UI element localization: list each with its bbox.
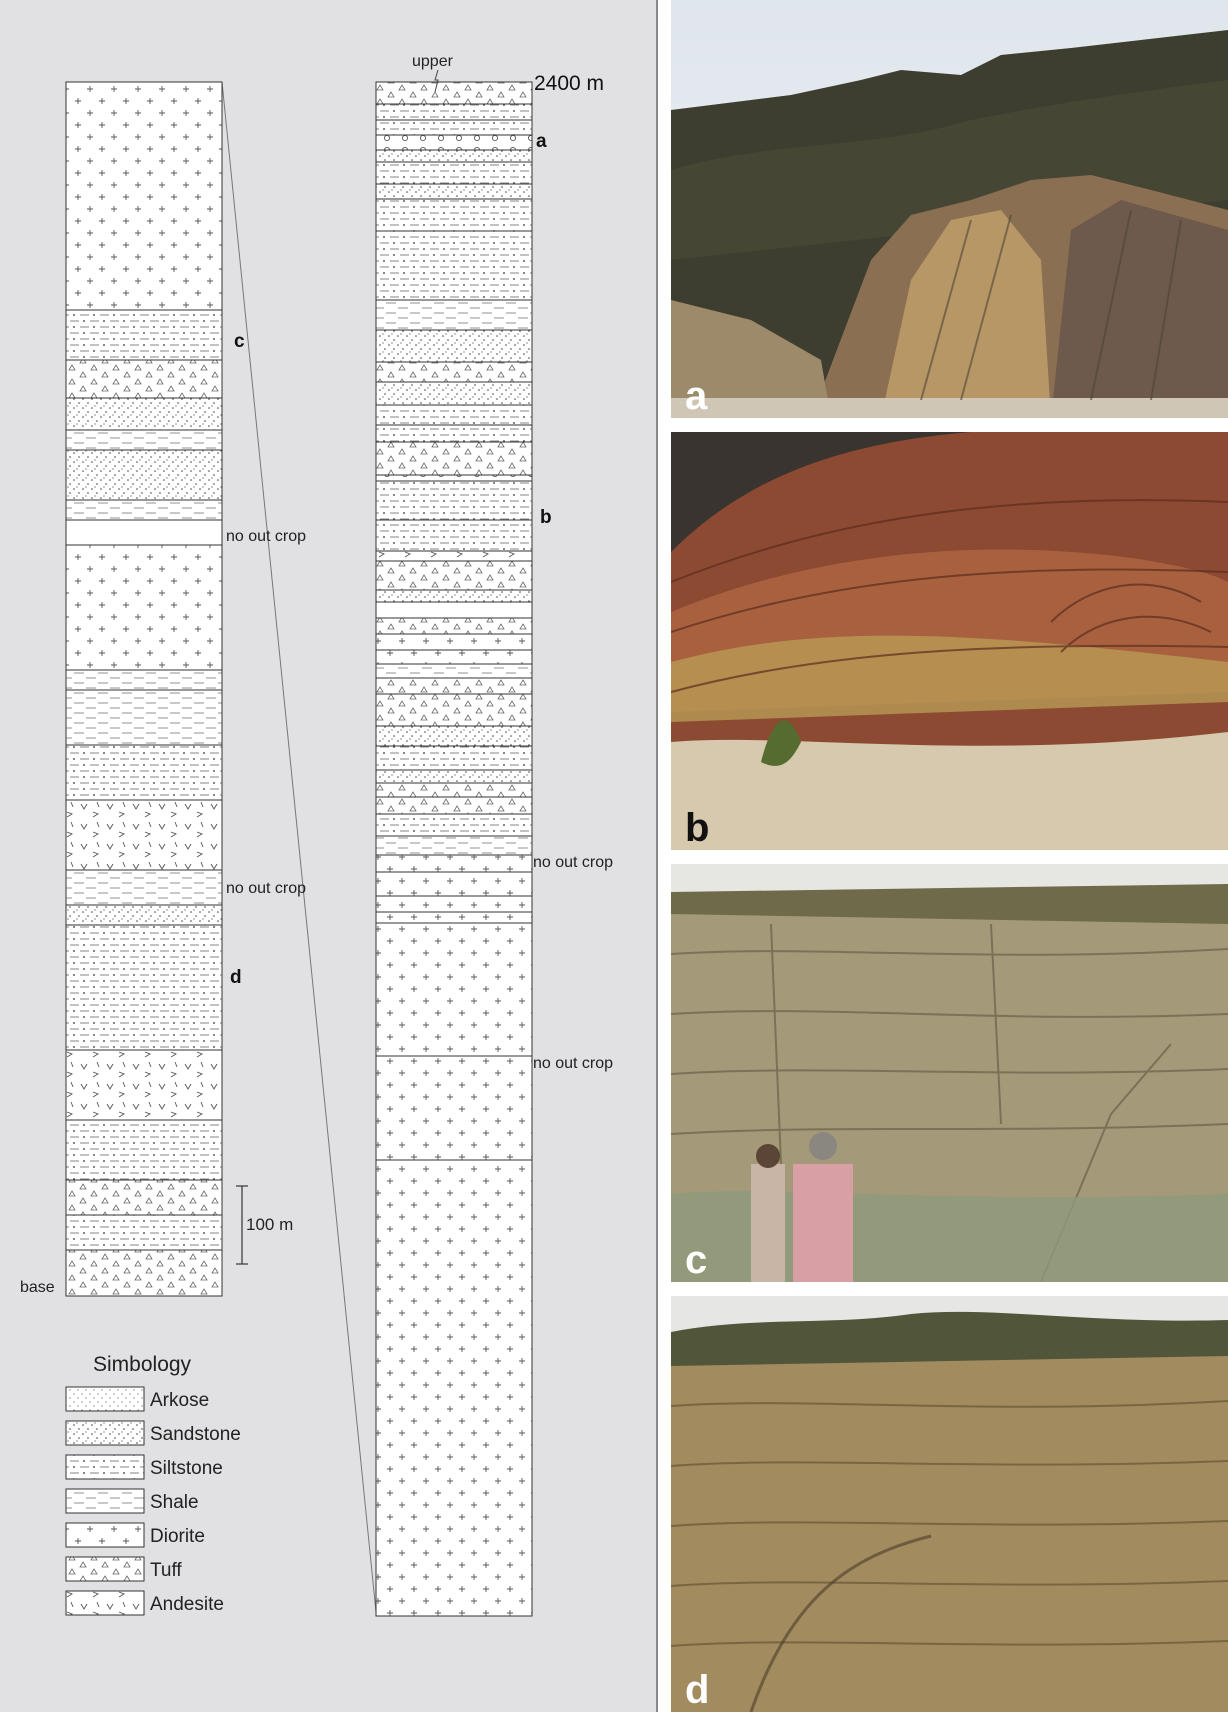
no-outcrop-label-1: no out crop <box>226 528 307 545</box>
legend <box>66 1387 241 1615</box>
layer-siltstone <box>376 481 532 520</box>
layer-blank <box>66 520 222 545</box>
legend-swatch-diorite <box>66 1523 144 1547</box>
layer-andesite <box>66 1050 222 1120</box>
layer-siltstone <box>66 745 222 800</box>
correlation-line-top <box>222 82 376 1612</box>
photo-a-label: a <box>685 374 708 418</box>
layer-blank <box>376 602 532 618</box>
layer-siltstone <box>376 199 532 231</box>
legend-label-diorite: Diorite <box>150 1526 205 1547</box>
layer-tuff <box>376 82 532 104</box>
layer-shale <box>66 500 222 520</box>
scale-bar-label: 100 m <box>246 1215 294 1234</box>
layer-andesite <box>376 551 532 561</box>
layer-diorite <box>376 923 532 1056</box>
layer-diorite <box>376 650 532 664</box>
marker-b: b <box>540 507 552 528</box>
layer-tuff <box>376 694 532 726</box>
layer-tuff <box>376 797 532 814</box>
legend-label-siltstone: Siltstone <box>150 1458 223 1479</box>
layer-siltstone <box>376 814 532 836</box>
no-outcrop-label-3: no out crop <box>533 854 614 871</box>
photo-d-label: d <box>685 1668 710 1712</box>
layer-diorite <box>66 82 222 310</box>
layer-sandstone <box>66 398 222 430</box>
photo-c-label: c <box>685 1238 708 1282</box>
upper-label: upper <box>412 53 453 70</box>
layer-tuff <box>376 442 532 475</box>
layer-sandstone <box>66 450 222 500</box>
photo-c-image <box>671 864 1228 1282</box>
layer-tuff <box>376 561 532 590</box>
layer-tuff <box>66 1180 222 1215</box>
legend-swatch-shale <box>66 1489 144 1513</box>
layer-siltstone <box>376 405 532 425</box>
layer-tuff <box>376 362 532 382</box>
layer-siltstone <box>376 120 532 135</box>
layer-diorite <box>376 1056 532 1160</box>
layer-shale <box>66 870 222 905</box>
legend-swatch-sandstone <box>66 1421 144 1445</box>
layer-diorite <box>66 545 222 670</box>
layer-shale <box>376 836 532 855</box>
layer-siltstone <box>66 310 222 360</box>
layer-siltstone <box>376 746 532 770</box>
photo-a <box>671 0 1228 418</box>
layer-sandstone <box>376 330 532 362</box>
layer-shale <box>376 300 532 330</box>
layer-diorite <box>376 1160 532 1616</box>
layer-tuff <box>376 783 532 797</box>
legend-label-sandstone: Sandstone <box>150 1424 241 1445</box>
layer-siltstone <box>376 425 532 442</box>
layer-pebble <box>376 135 532 150</box>
layer-tuff <box>66 360 222 398</box>
layer-andesite <box>66 800 222 870</box>
layer-siltstone <box>376 520 532 551</box>
layer-shale <box>66 670 222 690</box>
photo-d-image <box>671 1296 1228 1712</box>
layer-siltstone <box>376 104 532 120</box>
legend-label-tuff: Tuff <box>150 1560 182 1581</box>
marker-a: a <box>536 131 547 152</box>
layer-diorite <box>376 912 532 923</box>
layer-sandstone <box>376 726 532 746</box>
layer-siltstone <box>66 925 222 1050</box>
no-outcrop-label-2: no out crop <box>226 880 307 897</box>
layer-pebble <box>376 475 532 481</box>
layer-shale <box>376 664 532 678</box>
photo-a-image <box>671 0 1228 418</box>
scale-bar <box>236 1186 293 1264</box>
legend-label-arkose: Arkose <box>150 1390 210 1411</box>
right-stratigraphic-column <box>376 82 532 1616</box>
layer-diorite <box>376 634 532 650</box>
legend-swatch-andesite <box>66 1591 144 1615</box>
layer-sandstone <box>66 905 222 925</box>
legend-title: Simbology <box>93 1353 192 1376</box>
layer-sandstone <box>376 150 532 162</box>
marker-c: c <box>234 331 245 352</box>
base-label: base <box>20 1279 55 1296</box>
layer-shale <box>66 690 222 745</box>
layer-sandstone <box>376 184 532 199</box>
legend-swatch-tuff <box>66 1557 144 1581</box>
marker-d: d <box>230 967 242 988</box>
photo-b-label: b <box>685 806 710 850</box>
layer-tuff <box>66 1250 222 1296</box>
photo-b-image <box>671 432 1228 850</box>
layer-siltstone <box>376 231 532 300</box>
layer-shale <box>66 430 222 450</box>
photo-d <box>671 1296 1228 1712</box>
layer-sandstone <box>376 770 532 783</box>
legend-label-shale: Shale <box>150 1492 199 1513</box>
layer-sandstone <box>376 382 532 405</box>
layer-siltstone <box>376 162 532 184</box>
depth-label: 2400 m <box>534 72 605 95</box>
layer-siltstone <box>66 1120 222 1180</box>
left-stratigraphic-column <box>66 82 222 1296</box>
layer-sandstone <box>376 590 532 602</box>
photo-b <box>671 432 1228 850</box>
layer-diorite <box>376 896 532 912</box>
layer-diorite <box>376 855 532 872</box>
legend-swatch-siltstone <box>66 1455 144 1479</box>
photo-c <box>671 864 1228 1282</box>
layer-tuff <box>376 618 532 634</box>
no-outcrop-label-4: no out crop <box>533 1055 614 1072</box>
layer-tuff <box>376 678 532 694</box>
legend-label-andesite: Andesite <box>150 1594 224 1615</box>
legend-swatch-arkose <box>66 1387 144 1411</box>
layer-diorite <box>376 872 532 896</box>
layer-siltstone <box>66 1215 222 1250</box>
